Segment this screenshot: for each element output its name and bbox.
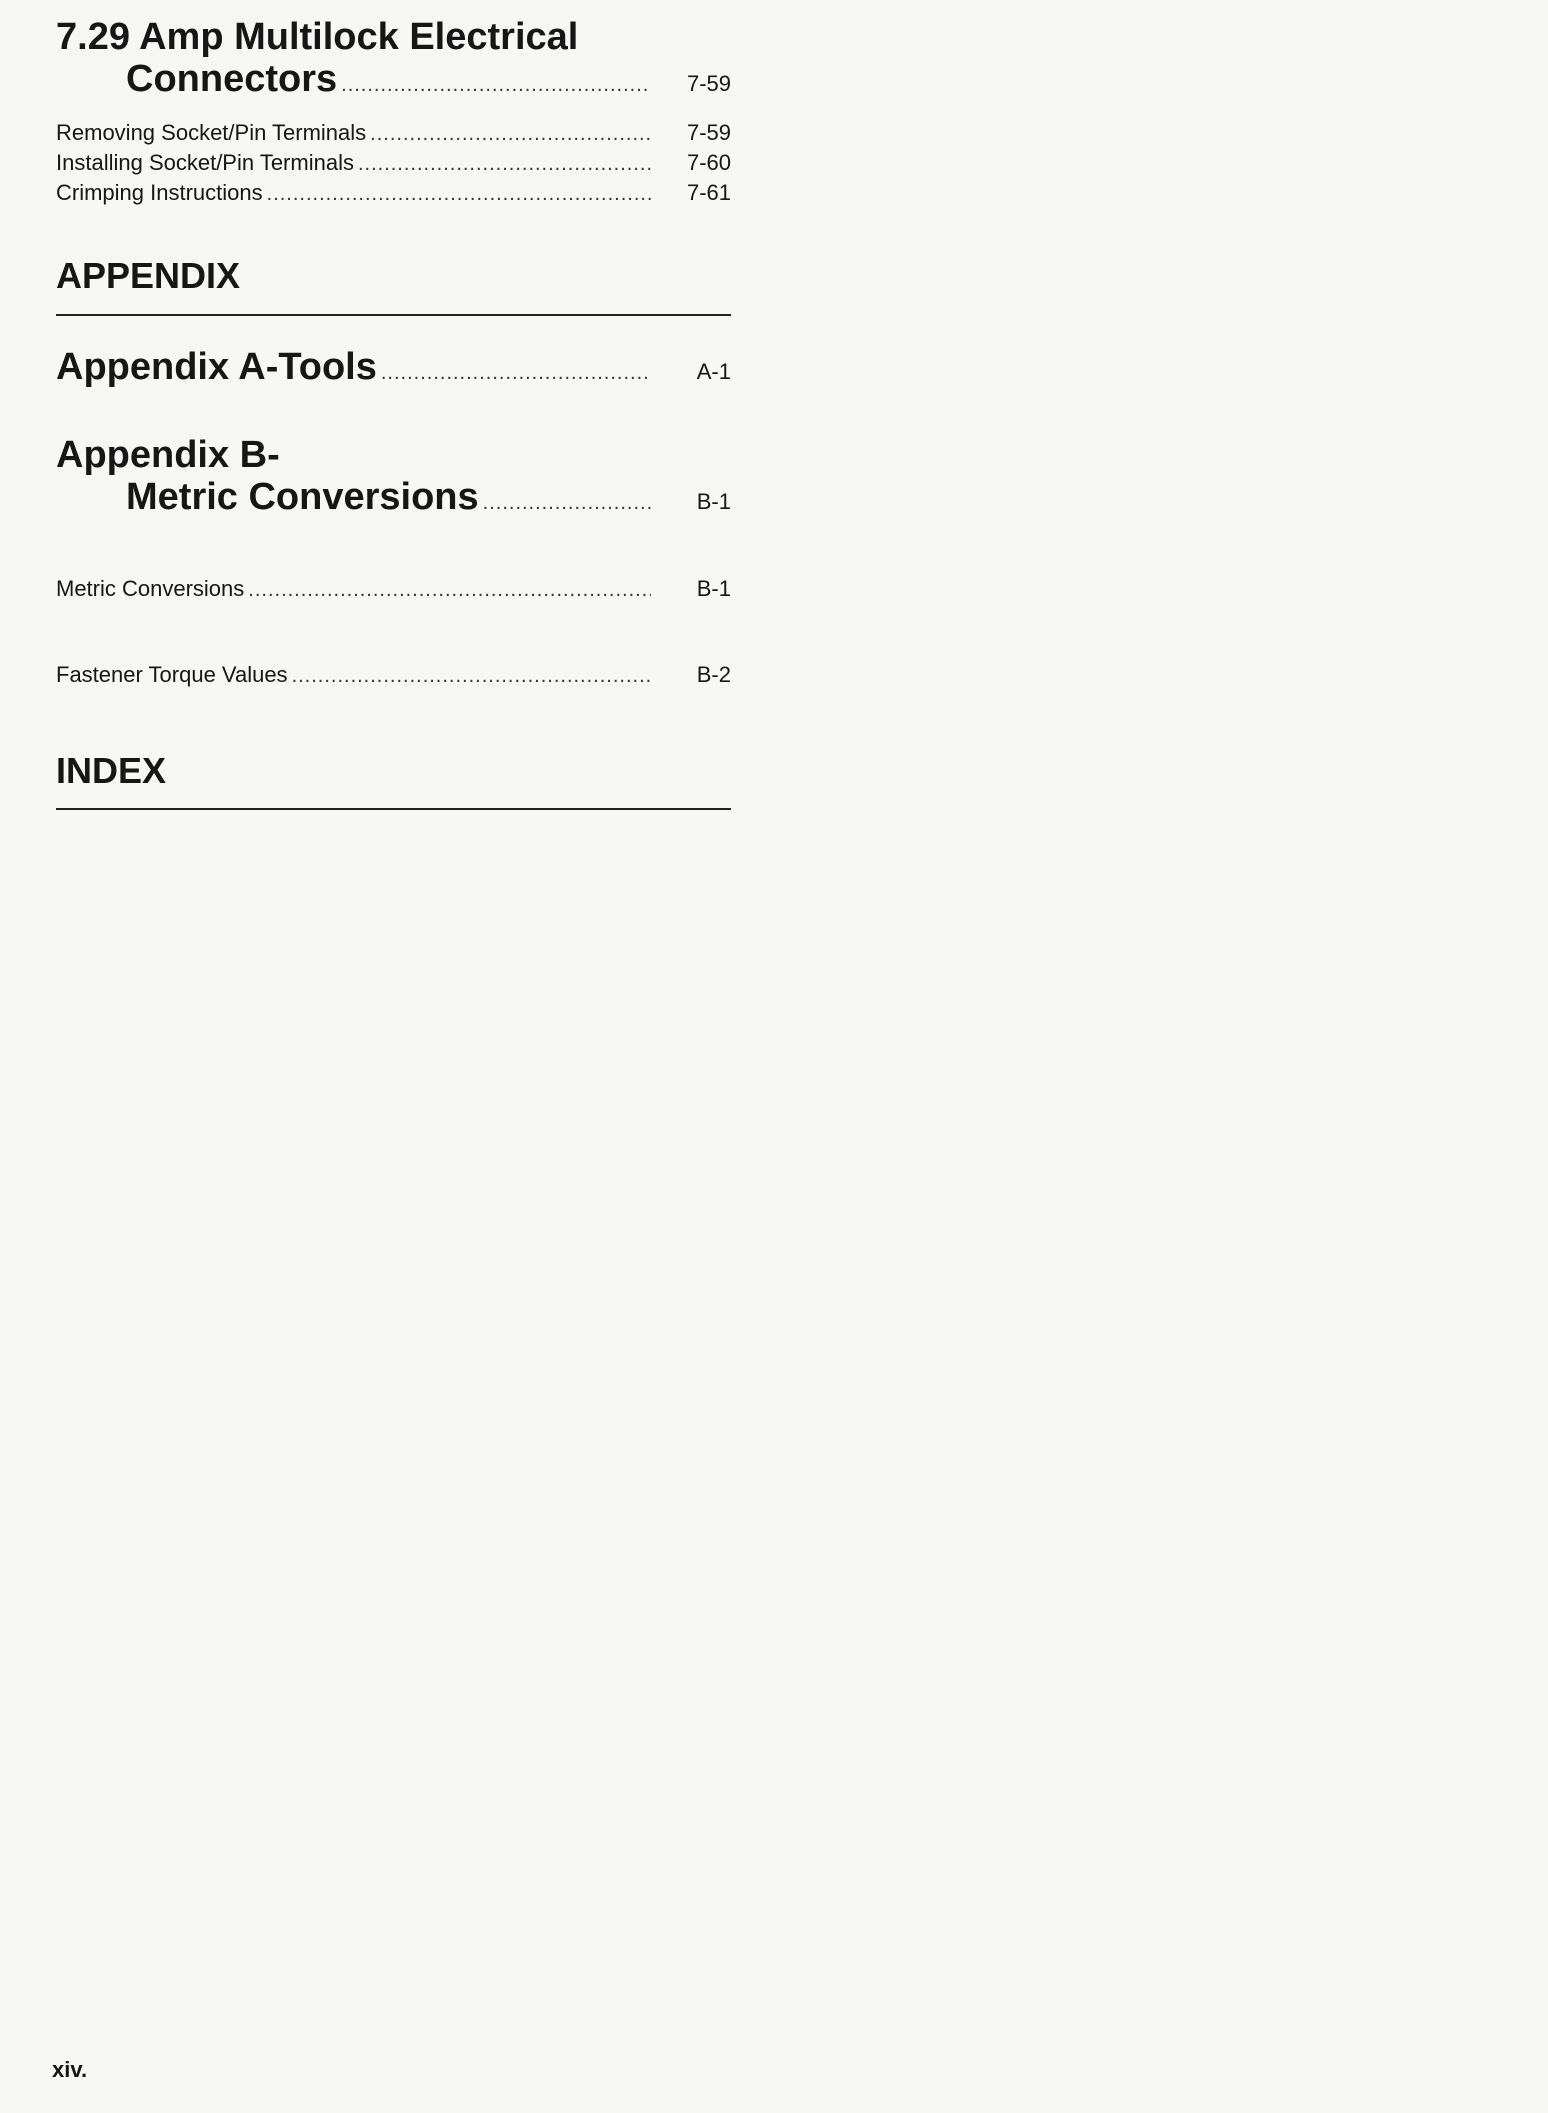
toc-item-installing <box>56 150 731 176</box>
section-729-title-line1: 7.29 Amp Multilock Electrical <box>56 16 579 58</box>
toc-item-page: 7-61 <box>686 180 731 205</box>
toc-item-crimping <box>56 180 731 206</box>
toc-item-page: 7-59 <box>686 120 731 145</box>
index-rule <box>56 808 731 810</box>
page-number: xiv. <box>52 2057 88 2082</box>
toc-item-metric-conversions <box>56 576 731 602</box>
leader-dots <box>267 183 651 206</box>
toc-item-page: 7-60 <box>686 150 731 175</box>
leader-dots <box>341 74 651 97</box>
leader-dots <box>483 492 651 515</box>
index-heading: INDEX <box>56 750 167 791</box>
toc-item-label: Installing Socket/Pin Terminals <box>56 150 354 175</box>
toc-item-label: Fastener Torque Values <box>56 662 288 687</box>
toc-item-label: Metric Conversions <box>56 576 245 601</box>
appendix-b-entry <box>56 476 731 519</box>
appendix-a-entry <box>56 346 731 389</box>
leader-dots <box>292 665 651 688</box>
appendix-b-title-line1: Appendix B- <box>56 434 280 476</box>
appendix-a-title: Appendix A-Tools <box>56 346 377 388</box>
leader-dots <box>248 579 651 602</box>
toc-item-label: Crimping Instructions <box>56 180 263 205</box>
appendix-heading: APPENDIX <box>56 255 241 296</box>
toc-item-label: Removing Socket/Pin Terminals <box>56 120 367 145</box>
toc-item-page: B-1 <box>696 576 731 601</box>
toc-item-fastener-torque <box>56 662 731 688</box>
section-729-page: 7-59 <box>686 71 731 96</box>
appendix-b-page: B-1 <box>696 489 731 514</box>
toc-item-page: B-2 <box>696 662 731 687</box>
appendix-a-page: A-1 <box>696 359 731 384</box>
section-729-title-line2: Connectors <box>126 58 338 100</box>
toc-item-removing <box>56 120 731 146</box>
appendix-b-title-line2: Metric Conversions <box>126 476 479 518</box>
leader-dots <box>358 153 651 176</box>
leader-dots <box>370 123 651 146</box>
leader-dots <box>381 362 651 385</box>
section-729-entry <box>56 58 731 101</box>
appendix-rule <box>56 314 731 316</box>
